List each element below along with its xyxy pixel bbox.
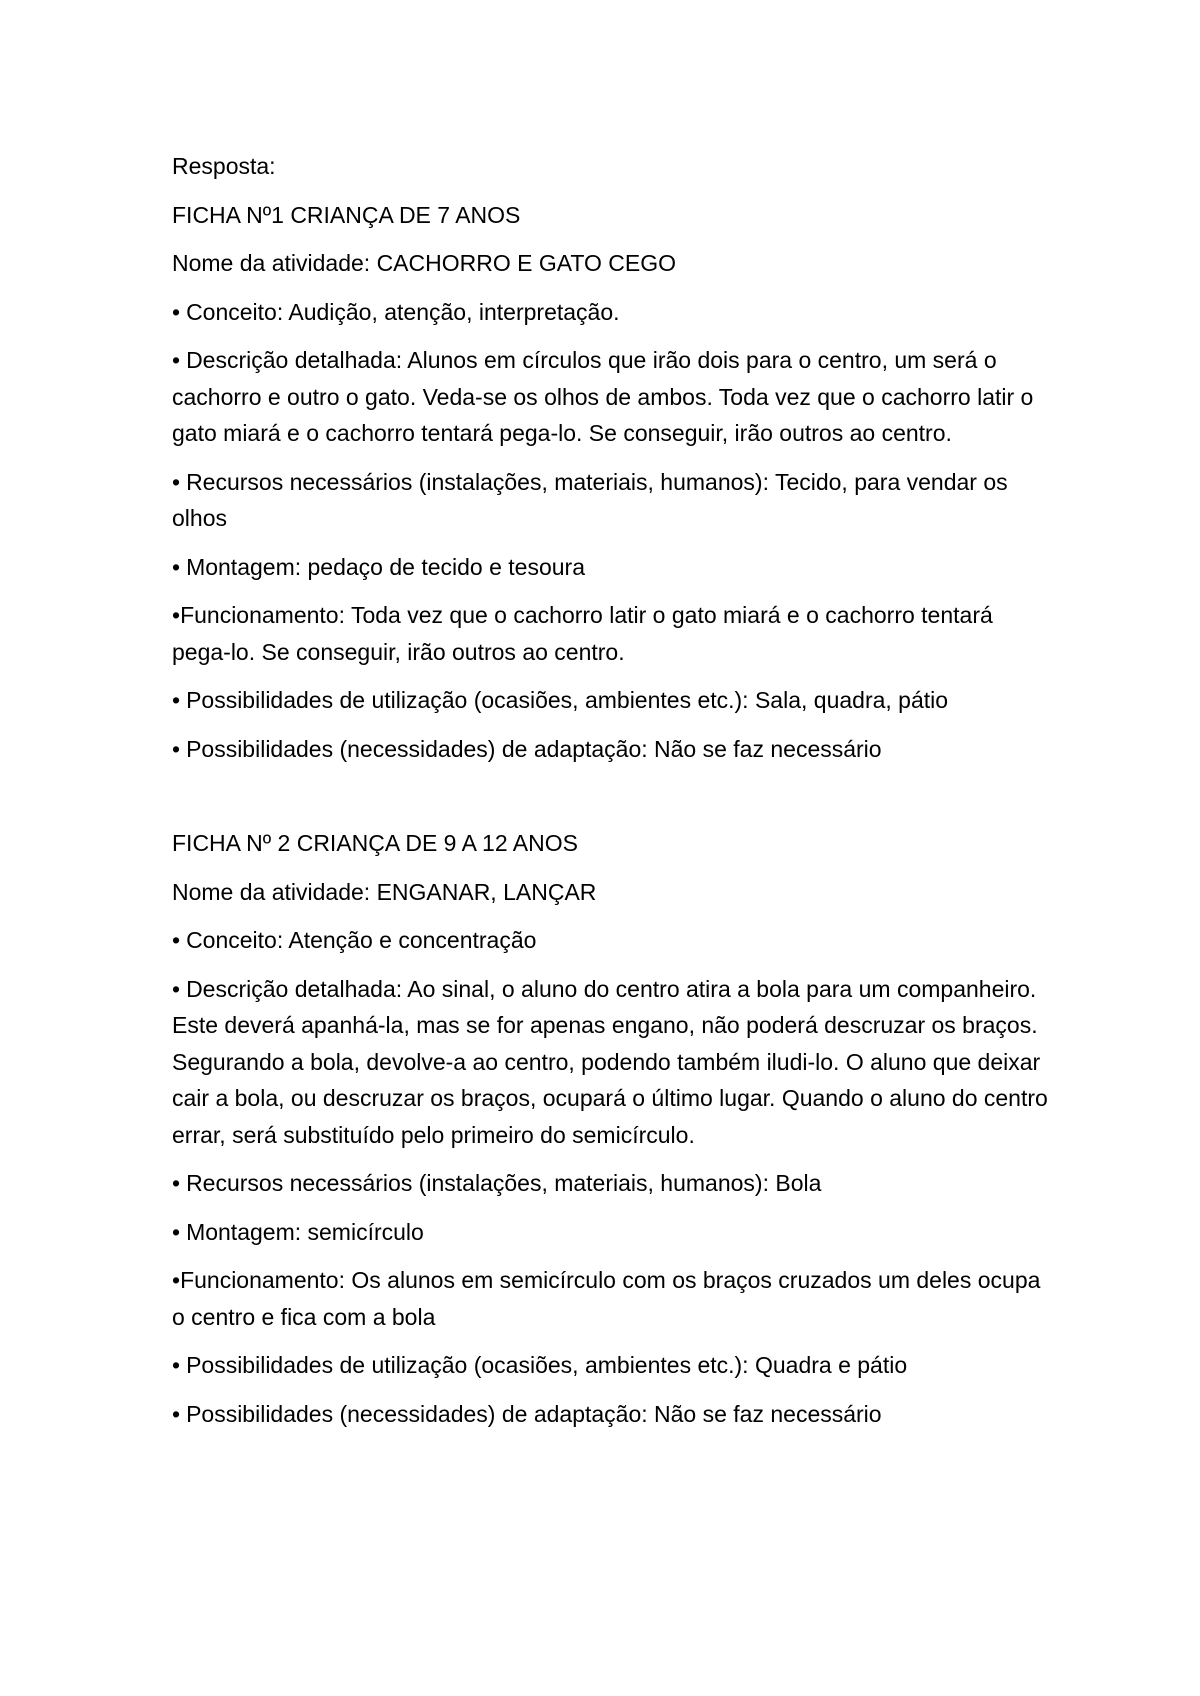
ficha-2-activity-name: Nome da atividade: ENGANAR, LANÇAR [172, 878, 597, 905]
ficha-2-item-montagem [172, 1214, 1052, 1251]
item-text: Funcionamento: Os alunos em semicírculo com os braços cruzados um deles ocupa o centro e fica com a bola [172, 1267, 1041, 1330]
item-text: Possibilidades (necessidades) de adaptação: Não se faz necessário [186, 1400, 882, 1427]
bullet-icon: • [172, 687, 181, 713]
bullet-icon: • [172, 1352, 181, 1378]
ficha-1-item-recursos [172, 464, 1052, 537]
ficha-1-item-montagem [172, 549, 1052, 586]
ficha-2-item-adaptacao [172, 1396, 1052, 1433]
bullet-icon: • [172, 602, 181, 628]
ficha-1 [172, 197, 1052, 768]
item-text: Possibilidades de utilização (ocasiões, ambientes etc.): Quadra e pátio [186, 1352, 908, 1378]
ficha-2-item-descricao [172, 971, 1052, 1154]
document-page [172, 148, 1052, 1444]
item-text: Recursos necessários (instalações, materiais, humanos): Bola [186, 1170, 822, 1196]
bullet-icon: • [172, 975, 181, 1002]
ficha-2 [172, 825, 1052, 1432]
ficha-1-title: FICHA Nº1 CRIANÇA DE 7 ANOS [172, 201, 521, 228]
ficha-1-item-conceito [172, 294, 1052, 331]
bullet-icon: • [172, 347, 181, 373]
bullet-icon: • [172, 1218, 181, 1245]
item-text: Montagem: pedaço de tecido e tesoura [186, 553, 585, 580]
bullet-icon: • [172, 1170, 181, 1196]
bullet-icon: • [172, 553, 181, 580]
item-text: Possibilidades (necessidades) de adaptação: Não se faz necessário [186, 735, 882, 762]
item-text: Recursos necessários (instalações, materiais, humanos): Tecido, para vendar os olhos [172, 468, 1008, 531]
section-spacer [172, 779, 1052, 825]
bullet-icon: • [172, 735, 181, 762]
ficha-2-item-funcionamento [172, 1262, 1052, 1335]
answer-heading: Resposta: [172, 153, 276, 179]
ficha-1-item-descricao [172, 342, 1052, 452]
bullet-icon: • [172, 1267, 181, 1293]
item-text: Descrição detalhada: Alunos em círculos que irão dois para o centro, um será o cachorro e outro o gato. Veda-se os olhos de ambos. Toda vez que o cachorro latir o gato miará e o cachorro tentará pega-lo. Se conseguir, irão outros ao centro. [172, 347, 1034, 446]
ficha-2-item-conceito [172, 922, 1052, 959]
ficha-1-activity-name: Nome da atividade: CACHORRO E GATO CEGO [172, 250, 677, 276]
item-text: Conceito: Audição, atenção, interpretação. [186, 298, 620, 325]
bullet-icon: • [172, 927, 181, 953]
ficha-2-item-recursos [172, 1165, 1052, 1202]
item-text: Possibilidades de utilização (ocasiões, ambientes etc.): Sala, quadra, pátio [186, 687, 949, 713]
item-text: Descrição detalhada: Ao sinal, o aluno do centro atira a bola para um companheiro. Este deverá apanhá-la, mas se for apenas engano, não poderá descruzar os braços. Segurando a bola, devolve-a ao centro, podendo também iludi-lo. O aluno que deixar cair a bola, ou descruzar os braços, ocupará o último lugar. Quando o aluno do centro errar, será substituído pelo primeiro do semicírculo. [172, 975, 1048, 1148]
bullet-icon: • [172, 1400, 181, 1427]
ficha-1-item-adaptacao [172, 731, 1052, 768]
ficha-1-item-utilizacao [172, 682, 1052, 719]
ficha-2-title: FICHA Nº 2 CRIANÇA DE 9 A 12 ANOS [172, 830, 578, 856]
bullet-icon: • [172, 298, 181, 325]
item-text: Montagem: semicírculo [186, 1218, 424, 1245]
bullet-icon: • [172, 468, 181, 495]
item-text: Conceito: Atenção e concentração [186, 927, 537, 953]
item-text: Funcionamento: Toda vez que o cachorro latir o gato miará e o cachorro tentará pega-lo. Se conseguir, irão outros ao centro. [172, 602, 993, 665]
ficha-1-item-funcionamento [172, 597, 1052, 670]
ficha-2-item-utilizacao [172, 1347, 1052, 1384]
